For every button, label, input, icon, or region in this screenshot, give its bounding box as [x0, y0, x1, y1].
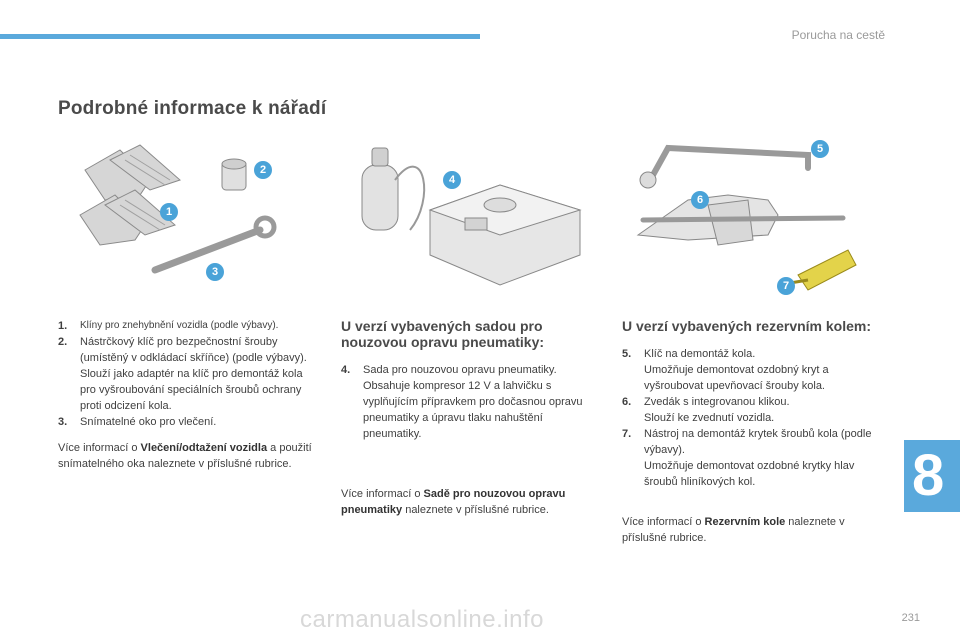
callout-badge-5: 5	[811, 140, 829, 158]
item-text: Zvedák s integrovanou klikou.	[644, 396, 790, 408]
reference-note: Více informací o Rezervním kole naleznete v příslušné rubrice.	[622, 516, 845, 544]
reference-note: Více informací o Vlečení/odtažení vozidla a použití snímatelného oka naleznete v příslušné rubrice.	[58, 442, 312, 470]
repair-kit-illustration	[350, 140, 590, 290]
page-title: Podrobné informace k nářadí	[58, 98, 327, 119]
list-item	[58, 414, 318, 430]
list-item	[58, 318, 318, 334]
tools-list-column	[58, 318, 318, 472]
item-text: Klíč na demontáž kola.	[644, 348, 756, 360]
reference-link-text: Rezervním kole	[704, 516, 786, 528]
list-item	[341, 362, 596, 442]
repair-kit-column	[341, 318, 596, 518]
spare-wheel-tools-illustration	[628, 140, 868, 300]
reference-note: Více informací o Sadě pro nouzovou opravu pneumatiky naleznete v příslušné rubrice.	[341, 488, 566, 516]
item-text: Slouží ke zvednutí vozidla.	[644, 412, 775, 424]
callout-badge-2: 2	[254, 161, 272, 179]
list-item	[622, 394, 890, 426]
item-text: Umožňuje demontovat ozdobné krytky hlav šroubů hliníkových kol.	[644, 460, 855, 488]
item-number: 2.	[58, 336, 68, 348]
chapter-tab	[904, 440, 960, 512]
item-number: 6.	[622, 396, 632, 408]
item-number: 1.	[58, 320, 68, 332]
item-text: Umožňuje demontovat ozdobný kryt a vyšroubovat upevňovací šrouby kola.	[644, 364, 829, 392]
item-text: Obsahuje kompresor 12 V a lahvičku s vyplňujícím přípravkem pro dočasnou opravu pneumatiky a úpravu tlaku nahuštění pneumatiky.	[363, 380, 583, 440]
section-title: U verzí vybavených rezervním kolem:	[622, 318, 872, 334]
callout-badge-7: 7	[777, 277, 795, 295]
spare-wheel-column	[622, 318, 890, 546]
page-number: 231	[901, 612, 920, 624]
header-accent-bar	[0, 34, 480, 39]
callout-badge-6: 6	[691, 191, 709, 209]
item-number: 3.	[58, 416, 68, 428]
item-number: 4.	[341, 364, 351, 376]
item-text: Klíny pro znehybnění vozidla (podle výbavy).	[80, 320, 279, 331]
item-text: Slouží jako adaptér na klíč pro demontáž kola pro vyšroubování speciálních šroubů ochrany proti odcizení kola.	[80, 368, 303, 412]
section-title: U verzí vybavených sadou pro nouzovou opravu pneumatiky:	[341, 318, 545, 350]
list-item	[622, 346, 890, 394]
item-text: Nástrčkový klíč pro bezpečnostní šrouby (umístěný v odkládací skříňce) (podle výbavy).	[80, 336, 307, 364]
item-text: Nástroj na demontáž krytek šroubů kola (podle výbavy).	[644, 428, 872, 456]
chapter-number: 8	[912, 443, 945, 508]
item-text: Sada pro nouzovou opravu pneumatiky.	[363, 364, 557, 376]
item-text: Snímatelné oko pro vlečení.	[80, 416, 217, 428]
item-number: 5.	[622, 348, 632, 360]
list-item	[622, 426, 890, 490]
callout-badge-1: 1	[160, 203, 178, 221]
callout-badge-3: 3	[206, 263, 224, 281]
list-item	[58, 334, 318, 414]
reference-link-text: Vlečení/odtažení vozidla	[140, 442, 268, 454]
watermark-text: carmanualsonline.info	[300, 606, 544, 633]
reference-link-text: Sadě pro nouzovou opravu pneumatiky	[341, 488, 566, 516]
item-number: 7.	[622, 428, 632, 440]
section-header-title: Porucha na cestě	[791, 28, 885, 42]
callout-badge-4: 4	[443, 171, 461, 189]
